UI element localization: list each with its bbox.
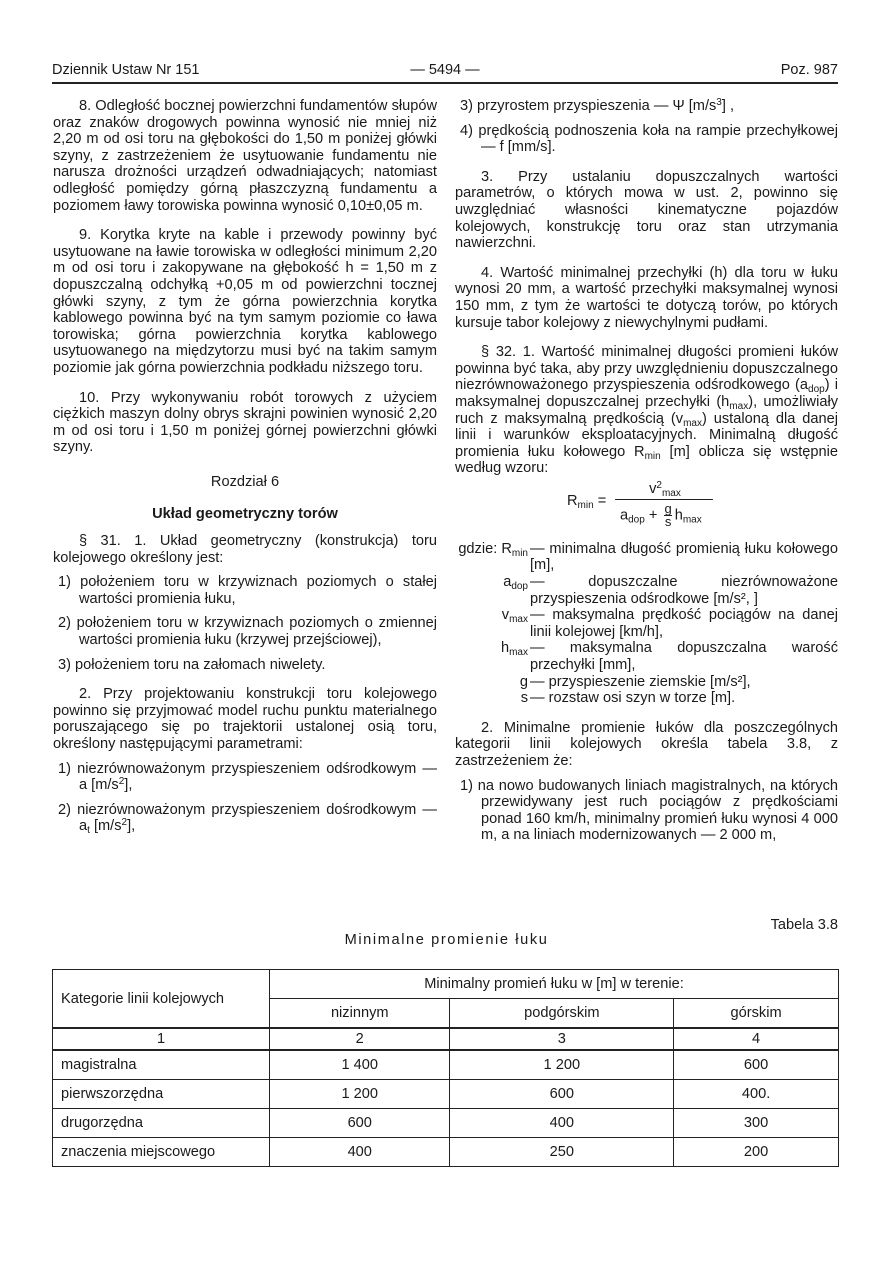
subheader-foothill: podgórskim <box>450 999 674 1029</box>
table-row: drugorzędna 600 400 300 <box>53 1109 839 1138</box>
definitions-list <box>440 541 838 707</box>
position-number: Poz. 987 <box>780 62 838 78</box>
section-32-item-1: 1) na nowo budowanych liniach magistralnych, na których przewidywany jest ruch pociągów z prędkościami ponad 160 km/h, minimalny promień łuku wynosi 4 000 m, a na liniach modernizowanych — 2 000 m, <box>460 777 838 844</box>
column-number-row <box>53 1028 839 1050</box>
table-row: magistralna 1 400 1 200 600 <box>53 1050 839 1080</box>
min-radius-table <box>52 969 839 1167</box>
right-column <box>455 98 838 844</box>
column-number: 1 <box>53 1028 270 1050</box>
section-31-item-3: 3) położeniem toru na załomach niwelety. <box>58 656 326 673</box>
formula-denominator: $a_{dop}$ + $\frac{g}{s}$ $h_{max}$ <box>620 500 702 529</box>
table-row: pierwszorzędna 1 200 600 400. <box>53 1080 839 1109</box>
parameter-item-1: 1) niezrównoważonym przyspieszeniem odśrodkowym — a $[m/s^2]$, <box>58 760 437 794</box>
definition-rmin: gdzie: $R_{min}$ — minimalna długość promienią łuku kołowego [m], <box>458 540 838 574</box>
section-31-item-2: 2) położeniem toru w krzywiznach poziomych o zmiennej wartości promienia łuku (krzywej przejściowej), <box>58 615 437 649</box>
paragraph-4: 4. Wartość minimalnej przechyłki (h) dla toru w łuku wynosi 20 mm, a wartość przechyłki maksymalnej wynosi 150 mm, z tym że wartości te dotyczą torów, po których kursuje tabor kolejowy z niewychylnymi pudłami. <box>455 264 838 331</box>
table-caption: Minimalne promienie łuku <box>344 932 549 948</box>
paragraph-9: 9. Korytka kryte na kable i przewody powinny być usytuowane na ławie torowiska w odległości minimum 2,20 m od osi toru i zakopywane na głębokość h = 1,50 m z dopuszczalną odchyłką +0,05 m od powierzchni tocznej główki szyny, z tym że górna powierzchnia korytka kablowego powinna być na tym samym poziomie co ława torowiska; górna powierzchnia korytka kablowego usytuowanego na międzytorzu musi być na takim samym poziomie jak górna powierzchnia podkładu niższego toru. <box>53 227 437 376</box>
definition-s: s — rozstaw osi szyn w torze [m]. <box>520 690 736 707</box>
parameter-item-4: 4) prędkością podnoszenia koła na rampie przechyłkowej — f [mm/s]. <box>460 122 838 156</box>
subheader-mountain: górskim <box>674 999 839 1029</box>
table-row: znaczenia miejscowego 400 250 200 <box>53 1138 839 1167</box>
table-number: Tabela 3.8 <box>770 917 838 933</box>
column-number: 3 <box>450 1028 674 1050</box>
formula-lhs: $R_{min}$ = <box>567 492 607 511</box>
rmin-formula <box>455 481 838 533</box>
section-32-paragraph-1: § 32. 1. Wartość minimalnej długości promieni łuków powinna być taka, aby przy uwzględnieniu dopuszczalnego niezrównoważonego przyspieszenia odśrodkowego $(a_{dop})$ i maksymalnej dopuszczalnej przechyłki $(h_{max})$, umożliwiały ruch z maksymalną prędkością $(v_{max})$ ustaloną dla danej linii i warunków eksploatacyjnych. Minimalną długość promienia łuku kołowego $R_{min}$ [m] oblicza się wstępnie według wzoru: <box>455 344 839 477</box>
journal-title: Dziennik Ustaw Nr 151 <box>52 62 200 78</box>
section-31-intro: § 31. 1. Układ geometryczny (konstrukcja) toru kolejowego określony jest: <box>53 533 437 566</box>
column-number: 2 <box>270 1028 450 1050</box>
definition-vmax: $v_{max}$ — maksymalna prędkość pociągów na danej linii kolejowej [km/h], <box>501 607 838 640</box>
parameter-item-2: 2) niezrównoważonym przyspieszeniem dośrodkowym — $a_t$ $[m/s^2]$, <box>58 801 437 837</box>
table-header-row <box>53 970 839 999</box>
paragraph-10: 10. Przy wykonywaniu robót torowych z użyciem ciężkich maszyn dolny obrys skrajni powinien wynosić 2,20 m od osi toru i 1,50 m poniżej górnej powierzchni główki szyny. <box>53 389 437 456</box>
parameter-item-3: 3) przyrostem przyspieszenia — Ψ $[m/s^3]$ , <box>460 97 735 114</box>
fraction-bar <box>615 499 713 500</box>
column-number: 4 <box>674 1028 839 1050</box>
definition-g: g — przyspieszenie ziemskie [m/s²], <box>519 673 751 690</box>
paragraph-3: 3. Przy ustalaniu dopuszczalnych wartości parametrów, o których mowa w ust. 2, powinno się uwzględniać własności kinematyczne pojazdów kolejowych, konstrukcję toru oraz stan utrzymania nawierzchni. <box>455 168 838 252</box>
formula-numerator: $v^2_{max}$ <box>649 479 681 499</box>
page-number: — 5494 — <box>410 62 480 78</box>
left-column <box>53 98 437 835</box>
paragraph-8: 8. Odległość bocznej powierzchni fundamentów słupów oraz znaków drogowych powinna wynosić nie mniej niż 2,20 m od osi toru na głębokości do 1,50 m poniżej główki szyny, z zastrzeżeniem że usytuowanie fundamentu nie narusza drożności urządzeń odwadniających; natomiast odległość pomiędzy górną płaszczyzną fundamentu a poziomem ławy torowiska powinna wynosić 0,10±0,05 m. <box>53 98 437 214</box>
definition-adop: $a_{dop}$ — dopuszczalne niezrównoważone przyspieszenia odśrodkowe [m/s², ] <box>503 574 838 607</box>
section-32-paragraph-2: 2. Minimalne promienie łuków dla poszczególnych kategorii linii kolejowych określa tabela 3.8, z zastrzeżeniem że: <box>455 719 838 769</box>
chapter-title: Układ geometryczny torów <box>152 506 338 523</box>
section-31-paragraph-2: 2. Przy projektowaniu konstrukcji toru kolejowego powinno się przyjmować model ruchu punktu materialnego poruszającego się po trajektorii ustalonej osią toru, określony następującymi parametrami: <box>53 686 437 752</box>
chapter-label: Rozdział 6 <box>210 473 280 490</box>
subheader-lowland: nizinnym <box>270 999 450 1029</box>
header-group: Minimalny promień łuku w [m] w terenie: <box>270 970 839 999</box>
section-31-item-1: 1) położeniem toru w krzywiznach poziomych o stałej wartości promienia łuku, <box>58 574 437 607</box>
page-header <box>52 60 838 84</box>
definition-hmax: $h_{max}$ — maksymalna dopuszczalna warość przechyłki [mm], <box>500 640 838 674</box>
header-category: Kategorie linii kolejowych <box>53 970 270 1029</box>
